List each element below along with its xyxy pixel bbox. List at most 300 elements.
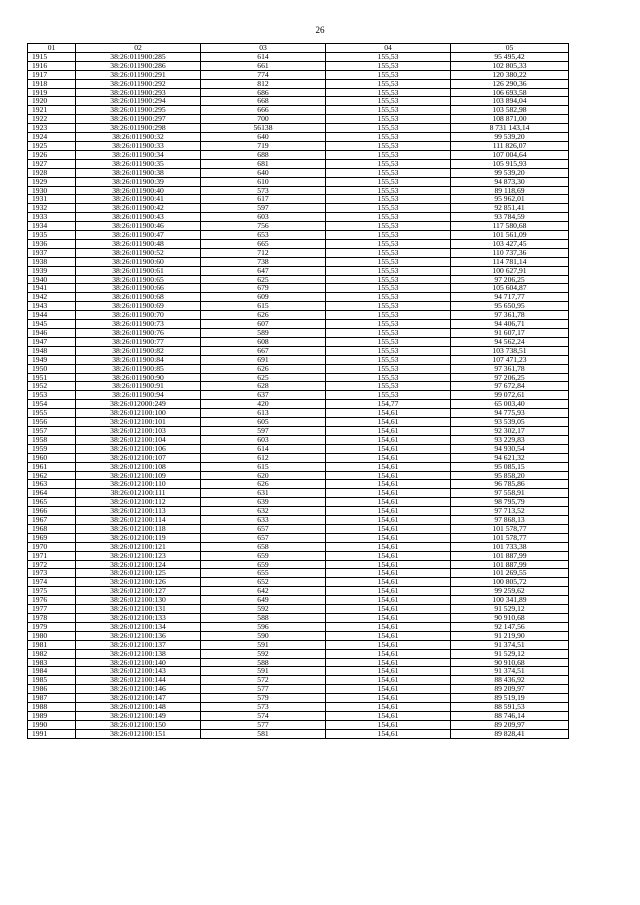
area-cell: 615 [201,302,326,311]
row-number-cell: 1986 [28,685,76,694]
cadastral-value-cell: 101 887,99 [451,551,569,560]
cadastral-number-cell: 38:26:012100:104 [76,435,201,444]
unit-value-cell: 155,53 [326,266,451,275]
unit-value-cell: 155,53 [326,186,451,195]
table-row [28,587,569,596]
cadastral-value-cell: 102 805,33 [451,61,569,70]
table-row [28,453,569,462]
cadastral-value-cell: 94 406,71 [451,320,569,329]
table-row [28,364,569,373]
table-row [28,70,569,79]
cadastral-value-cell: 95 962,01 [451,195,569,204]
row-number-cell: 1951 [28,373,76,382]
cadastral-value-cell: 97 206,25 [451,373,569,382]
cadastral-number-cell: 38:26:011900:32 [76,133,201,142]
cadastral-value-cell: 93 229,83 [451,435,569,444]
area-cell: 592 [201,605,326,614]
row-number-cell: 1958 [28,435,76,444]
area-cell: 666 [201,106,326,115]
table-row [28,676,569,685]
row-number-cell: 1926 [28,150,76,159]
row-number-cell: 1962 [28,471,76,480]
area-cell: 628 [201,382,326,391]
area-cell: 579 [201,694,326,703]
unit-value-cell: 154,61 [326,676,451,685]
cadastral-number-cell: 38:26:011900:48 [76,239,201,248]
cadastral-value-cell: 101 578,77 [451,524,569,533]
cadastral-value-cell: 100 627,91 [451,266,569,275]
unit-value-cell: 155,53 [326,106,451,115]
cadastral-number-cell: 38:26:012100:118 [76,524,201,533]
row-number-cell: 1922 [28,115,76,124]
cadastral-value-cell: 91 374,51 [451,667,569,676]
table-row [28,551,569,560]
row-number-cell: 1941 [28,284,76,293]
area-cell: 653 [201,231,326,240]
unit-value-cell: 154,61 [326,533,451,542]
area-cell: 712 [201,248,326,257]
cadastral-value-cell: 65 003,40 [451,400,569,409]
cadastral-value-cell: 8 731 143,14 [451,124,569,133]
area-cell: 655 [201,569,326,578]
unit-value-cell: 155,53 [326,177,451,186]
cadastral-value-cell: 88 746,14 [451,711,569,720]
area-cell: 649 [201,596,326,605]
cadastral-number-cell: 38:26:011900:66 [76,284,201,293]
area-cell: 667 [201,346,326,355]
unit-value-cell: 155,53 [326,97,451,106]
table-row [28,640,569,649]
area-cell: 620 [201,471,326,480]
cadastral-value-cell: 93 539,05 [451,418,569,427]
table-row [28,516,569,525]
table-row [28,694,569,703]
unit-value-cell: 155,53 [326,373,451,382]
row-number-cell: 1989 [28,711,76,720]
cadastral-number-cell: 38:26:011900:34 [76,150,201,159]
table-row [28,533,569,542]
area-cell: 574 [201,711,326,720]
table-row [28,275,569,284]
cadastral-number-cell: 38:26:012100:148 [76,703,201,712]
row-number-cell: 1931 [28,195,76,204]
cadastral-number-cell: 38:26:012100:108 [76,462,201,471]
cadastral-number-cell: 38:26:011900:70 [76,311,201,320]
area-cell: 640 [201,168,326,177]
cadastral-value-cell: 89 828,41 [451,729,569,738]
cadastral-number-cell: 38:26:011900:76 [76,329,201,338]
row-number-cell: 1935 [28,231,76,240]
table-row [28,61,569,70]
table-body [28,52,569,738]
unit-value-cell: 155,53 [326,124,451,133]
cadastral-value-cell: 93 784,59 [451,213,569,222]
unit-value-cell: 154,61 [326,542,451,551]
cadastral-value-cell: 95 495,42 [451,52,569,61]
cadastral-number-cell: 38:26:011900:65 [76,275,201,284]
row-number-cell: 1945 [28,320,76,329]
table-row [28,266,569,275]
cadastral-number-cell: 38:26:012100:130 [76,596,201,605]
row-number-cell: 1934 [28,222,76,231]
table-row [28,293,569,302]
cadastral-number-cell: 38:26:012100:114 [76,516,201,525]
unit-value-cell: 155,53 [326,204,451,213]
area-cell: 617 [201,195,326,204]
cadastral-value-cell: 126 290,36 [451,79,569,88]
cadastral-value-cell: 94 775,93 [451,409,569,418]
area-cell: 572 [201,676,326,685]
unit-value-cell: 154,61 [326,453,451,462]
cadastral-value-cell: 100 805,72 [451,578,569,587]
cadastral-value-cell: 94 717,77 [451,293,569,302]
row-number-cell: 1933 [28,213,76,222]
cadastral-value-cell: 105 604,87 [451,284,569,293]
unit-value-cell: 155,53 [326,168,451,177]
unit-value-cell: 154,61 [326,444,451,453]
cadastral-value-cell: 91 529,12 [451,649,569,658]
unit-value-cell: 154,61 [326,720,451,729]
row-number-cell: 1924 [28,133,76,142]
cadastral-value-cell: 101 269,55 [451,569,569,578]
column-header-02: 02 [76,44,201,53]
unit-value-cell: 154,61 [326,667,451,676]
table-row [28,311,569,320]
column-header-01: 01 [28,44,76,53]
row-number-cell: 1955 [28,409,76,418]
cadastral-number-cell: 38:26:011900:94 [76,391,201,400]
area-cell: 614 [201,444,326,453]
unit-value-cell: 155,53 [326,311,451,320]
column-header-05: 05 [451,44,569,53]
unit-value-cell: 155,53 [326,115,451,124]
cadastral-value-cell: 97 672,84 [451,382,569,391]
cadastral-number-cell: 38:26:011900:286 [76,61,201,70]
table-row [28,320,569,329]
area-cell: 658 [201,542,326,551]
area-cell: 681 [201,159,326,168]
row-number-cell: 1956 [28,418,76,427]
unit-value-cell: 155,53 [326,364,451,373]
row-number-cell: 1929 [28,177,76,186]
cadastral-value-cell: 97 206,25 [451,275,569,284]
area-cell: 56138 [201,124,326,133]
cadastral-number-cell: 38:26:011900:47 [76,231,201,240]
cadastral-value-table [27,43,569,739]
cadastral-number-cell: 38:26:012100:143 [76,667,201,676]
row-number-cell: 1976 [28,596,76,605]
row-number-cell: 1921 [28,106,76,115]
cadastral-number-cell: 38:26:012100:133 [76,614,201,623]
cadastral-number-cell: 38:26:012100:149 [76,711,201,720]
unit-value-cell: 155,53 [326,346,451,355]
table-row [28,649,569,658]
row-number-cell: 1967 [28,516,76,525]
row-number-cell: 1963 [28,480,76,489]
row-number-cell: 1966 [28,507,76,516]
cadastral-number-cell: 38:26:012100:113 [76,507,201,516]
cadastral-value-cell: 95 085,15 [451,462,569,471]
area-cell: 591 [201,640,326,649]
row-number-cell: 1980 [28,631,76,640]
row-number-cell: 1943 [28,302,76,311]
cadastral-value-cell: 97 558,91 [451,489,569,498]
cadastral-number-cell: 38:26:011900:77 [76,337,201,346]
unit-value-cell: 155,53 [326,150,451,159]
unit-value-cell: 154,61 [326,729,451,738]
cadastral-value-cell: 110 737,36 [451,248,569,257]
row-number-cell: 1917 [28,70,76,79]
table-row [28,150,569,159]
area-cell: 588 [201,658,326,667]
table-row [28,400,569,409]
cadastral-number-cell: 38:26:012000:249 [76,400,201,409]
cadastral-value-cell: 99 539,20 [451,168,569,177]
row-number-cell: 1985 [28,676,76,685]
row-number-cell: 1939 [28,266,76,275]
cadastral-number-cell: 38:26:011900:38 [76,168,201,177]
table-row [28,578,569,587]
table-row [28,302,569,311]
cadastral-number-cell: 38:26:011900:33 [76,141,201,150]
unit-value-cell: 155,53 [326,213,451,222]
area-cell: 665 [201,239,326,248]
row-number-cell: 1949 [28,355,76,364]
cadastral-number-cell: 38:26:011900:42 [76,204,201,213]
cadastral-value-cell: 97 868,13 [451,516,569,525]
area-cell: 597 [201,426,326,435]
row-number-cell: 1991 [28,729,76,738]
area-cell: 612 [201,453,326,462]
table-row [28,542,569,551]
cadastral-value-cell: 101 887,99 [451,560,569,569]
row-number-cell: 1920 [28,97,76,106]
area-cell: 577 [201,720,326,729]
cadastral-value-cell: 95 858,20 [451,471,569,480]
area-cell: 647 [201,266,326,275]
unit-value-cell: 154,61 [326,435,451,444]
unit-value-cell: 155,53 [326,159,451,168]
cadastral-number-cell: 38:26:011900:35 [76,159,201,168]
area-cell: 661 [201,61,326,70]
cadastral-number-cell: 38:26:011900:60 [76,257,201,266]
table-row [28,373,569,382]
table-row [28,569,569,578]
table-row [28,418,569,427]
row-number-cell: 1954 [28,400,76,409]
cadastral-number-cell: 38:26:011900:297 [76,115,201,124]
unit-value-cell: 155,53 [326,133,451,142]
unit-value-cell: 155,53 [326,52,451,61]
cadastral-value-cell: 103 582,98 [451,106,569,115]
cadastral-value-cell: 101 561,09 [451,231,569,240]
unit-value-cell: 155,53 [326,293,451,302]
unit-value-cell: 154,61 [326,489,451,498]
cadastral-value-cell: 103 894,04 [451,97,569,106]
area-cell: 642 [201,587,326,596]
table-row [28,631,569,640]
cadastral-value-cell: 97 361,78 [451,364,569,373]
row-number-cell: 1964 [28,489,76,498]
cadastral-number-cell: 38:26:012100:106 [76,444,201,453]
table-row [28,213,569,222]
row-number-cell: 1953 [28,391,76,400]
column-header-04: 04 [326,44,451,53]
cadastral-number-cell: 38:26:011900:68 [76,293,201,302]
unit-value-cell: 155,53 [326,391,451,400]
unit-value-cell: 154,61 [326,649,451,658]
cadastral-value-cell: 89 209,97 [451,685,569,694]
table-row [28,133,569,142]
unit-value-cell: 154,61 [326,711,451,720]
unit-value-cell: 154,61 [326,694,451,703]
row-number-cell: 1975 [28,587,76,596]
row-number-cell: 1938 [28,257,76,266]
unit-value-cell: 155,53 [326,79,451,88]
cadastral-value-cell: 111 826,07 [451,141,569,150]
cadastral-value-cell: 114 781,14 [451,257,569,266]
row-number-cell: 1979 [28,622,76,631]
table-row [28,614,569,623]
row-number-cell: 1957 [28,426,76,435]
area-cell: 626 [201,480,326,489]
unit-value-cell: 154,61 [326,569,451,578]
unit-value-cell: 155,53 [326,88,451,97]
cadastral-number-cell: 38:26:011900:90 [76,373,201,382]
cadastral-value-cell: 91 374,51 [451,640,569,649]
cadastral-number-cell: 38:26:012100:101 [76,418,201,427]
cadastral-value-cell: 117 580,68 [451,222,569,231]
row-number-cell: 1974 [28,578,76,587]
row-number-cell: 1927 [28,159,76,168]
cadastral-value-cell: 96 785,86 [451,480,569,489]
cadastral-number-cell: 38:26:012100:151 [76,729,201,738]
cadastral-value-cell: 107 471,23 [451,355,569,364]
cadastral-value-cell: 92 302,17 [451,426,569,435]
table-row [28,444,569,453]
cadastral-number-cell: 38:26:011900:61 [76,266,201,275]
unit-value-cell: 155,53 [326,248,451,257]
table-row [28,141,569,150]
cadastral-number-cell: 38:26:012100:136 [76,631,201,640]
cadastral-number-cell: 38:26:011900:293 [76,88,201,97]
cadastral-value-cell: 101 578,77 [451,533,569,542]
area-cell: 596 [201,622,326,631]
unit-value-cell: 155,53 [326,320,451,329]
unit-value-cell: 155,53 [326,275,451,284]
row-number-cell: 1932 [28,204,76,213]
area-cell: 592 [201,649,326,658]
table-row [28,231,569,240]
table-row [28,159,569,168]
area-cell: 719 [201,141,326,150]
table-row [28,462,569,471]
cadastral-number-cell: 38:26:011900:291 [76,70,201,79]
cadastral-number-cell: 38:26:012100:100 [76,409,201,418]
table-row [28,257,569,266]
area-cell: 637 [201,391,326,400]
cadastral-number-cell: 38:26:012100:124 [76,560,201,569]
cadastral-value-cell: 103 427,45 [451,239,569,248]
cadastral-number-cell: 38:26:012100:123 [76,551,201,560]
cadastral-number-cell: 38:26:012100:125 [76,569,201,578]
area-cell: 631 [201,489,326,498]
row-number-cell: 1982 [28,649,76,658]
area-cell: 686 [201,88,326,97]
table-header-row [28,44,569,53]
cadastral-value-cell: 91 219,90 [451,631,569,640]
cadastral-number-cell: 38:26:012100:138 [76,649,201,658]
unit-value-cell: 154,61 [326,631,451,640]
area-cell: 615 [201,462,326,471]
unit-value-cell: 154,61 [326,578,451,587]
cadastral-value-cell: 105 915,93 [451,159,569,168]
area-cell: 573 [201,186,326,195]
table-row [28,703,569,712]
area-cell: 603 [201,435,326,444]
table-row [28,106,569,115]
area-cell: 614 [201,52,326,61]
table-row [28,720,569,729]
cadastral-value-cell: 88 436,92 [451,676,569,685]
area-cell: 812 [201,79,326,88]
cadastral-value-cell: 94 621,32 [451,453,569,462]
row-number-cell: 1981 [28,640,76,649]
area-cell: 590 [201,631,326,640]
unit-value-cell: 154,61 [326,507,451,516]
table-row [28,124,569,133]
row-number-cell: 1952 [28,382,76,391]
area-cell: 632 [201,507,326,516]
cadastral-number-cell: 38:26:012100:112 [76,498,201,507]
table-row [28,507,569,516]
cadastral-number-cell: 38:26:012100:111 [76,489,201,498]
area-cell: 640 [201,133,326,142]
unit-value-cell: 155,53 [326,355,451,364]
row-number-cell: 1988 [28,703,76,712]
cadastral-number-cell: 38:26:012100:147 [76,694,201,703]
area-cell: 774 [201,70,326,79]
table-row [28,355,569,364]
row-number-cell: 1969 [28,533,76,542]
cadastral-value-cell: 94 562,24 [451,337,569,346]
table-row [28,186,569,195]
unit-value-cell: 154,61 [326,560,451,569]
row-number-cell: 1978 [28,614,76,623]
cadastral-number-cell: 38:26:012100:107 [76,453,201,462]
cadastral-value-cell: 99 539,20 [451,133,569,142]
row-number-cell: 1946 [28,329,76,338]
cadastral-value-cell: 94 930,54 [451,444,569,453]
cadastral-value-cell: 107 004,64 [451,150,569,159]
page-number: 26 [315,25,325,35]
table-row [28,52,569,61]
row-number-cell: 1918 [28,79,76,88]
area-cell: 688 [201,150,326,159]
area-cell: 626 [201,364,326,373]
table-row [28,622,569,631]
row-number-cell: 1987 [28,694,76,703]
unit-value-cell: 155,53 [326,141,451,150]
area-cell: 613 [201,409,326,418]
row-number-cell: 1984 [28,667,76,676]
cadastral-number-cell: 38:26:012100:146 [76,685,201,694]
cadastral-number-cell: 38:26:011900:294 [76,97,201,106]
table-row [28,729,569,738]
row-number-cell: 1948 [28,346,76,355]
unit-value-cell: 154,61 [326,596,451,605]
unit-value-cell: 154,61 [326,622,451,631]
